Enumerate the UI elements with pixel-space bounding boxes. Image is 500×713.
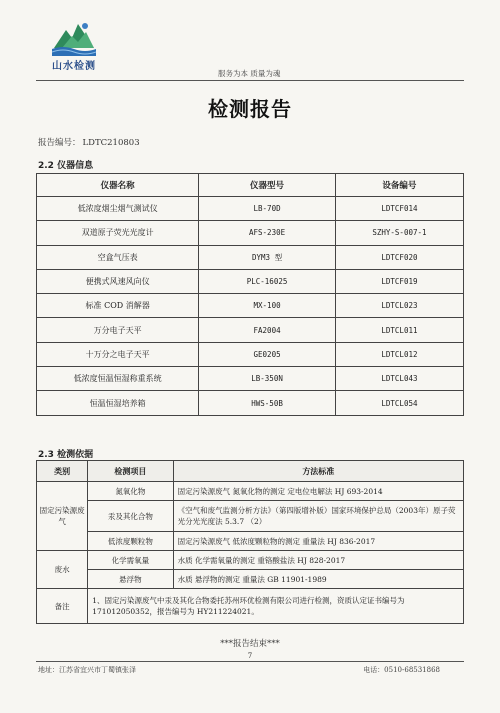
- table-row: [37, 551, 464, 570]
- test-item: 悬浮物: [88, 570, 173, 589]
- test-item: 低浓度颗粒物: [88, 532, 173, 551]
- instrument-name: 低浓度烟尘烟气测试仪: [37, 197, 199, 221]
- table-row: [37, 501, 464, 532]
- table-header-row: [37, 461, 464, 482]
- method-standard: 《空气和废气监测分析方法》（第四版增补版）国家环境保护总局（2003年）原子荧光分光光度法 5.3.7 （2）: [173, 501, 463, 532]
- instrument-model: GE0205: [199, 342, 336, 366]
- method-standard: 固定污染源废气 氮氧化物的测定 定电位电解法 HJ 693-2014: [173, 482, 463, 501]
- logo-text: 山水检测: [52, 61, 96, 72]
- table-row: [37, 482, 464, 501]
- table-row: [37, 318, 464, 342]
- test-item: 汞及其化合物: [88, 501, 173, 532]
- equipment-number: LDTCF014: [335, 197, 463, 221]
- instrument-model: LB-70D: [199, 197, 336, 221]
- table-row: [37, 221, 464, 245]
- instrument-name: 万分电子天平: [37, 318, 199, 342]
- instrument-name: 标准 COD 消解器: [37, 294, 199, 318]
- instrument-name: 恒温恒湿培养箱: [37, 391, 199, 415]
- table-row: [37, 570, 464, 589]
- table-row: [37, 269, 464, 293]
- report-number-value: LDTC210803: [82, 138, 140, 148]
- method-standard: 水质 化学需氧量的测定 重铬酸盐法 HJ 828-2017: [173, 551, 463, 570]
- report-number: [38, 136, 142, 148]
- table-row: [37, 245, 464, 269]
- page-number: 7: [247, 652, 253, 660]
- header-slogan: 服务为本 质量为魂: [218, 69, 281, 78]
- test-item: 氮氧化物: [88, 482, 173, 501]
- instrument-table: [36, 173, 464, 416]
- method-standard: 水质 悬浮物的测定 重量法 GB 11901-1989: [173, 570, 463, 589]
- equipment-number: SZHY-S-007-1: [335, 221, 463, 245]
- equipment-number: LDTCF020: [335, 245, 463, 269]
- instrument-model: MX-100: [199, 294, 336, 318]
- category-cell: 固定污染源废气: [37, 482, 88, 551]
- test-item: 化学需氧量: [88, 551, 173, 570]
- equipment-number: LDTCF019: [335, 269, 463, 293]
- note-text: 1、固定污染源废气中汞及其化合物委托苏州环优检测有限公司进行检测，资质认定证书编号为 171012050352，报告编号为 HY211224021。: [88, 589, 464, 624]
- column-header: 方法标准: [173, 461, 463, 482]
- column-header: 设备编号: [335, 174, 463, 197]
- instrument-model: HWS-50B: [199, 391, 336, 415]
- column-header: 仪器名称: [37, 174, 199, 197]
- instrument-name: 十万分之电子天平: [37, 342, 199, 366]
- instrument-model: FA2004: [199, 318, 336, 342]
- column-header: 检测项目: [88, 461, 173, 482]
- instrument-model: LB-350N: [199, 367, 336, 391]
- instrument-model: PLC-16025: [199, 269, 336, 293]
- equipment-number: LDTCL043: [335, 367, 463, 391]
- section-heading-methods: 2.3 检测依据: [38, 450, 94, 460]
- instrument-name: 便携式风速风向仪: [37, 269, 199, 293]
- report-number-label: 报告编号：: [38, 138, 81, 148]
- table-row: [37, 342, 464, 366]
- section-heading-instruments: 2.2 仪器信息: [38, 161, 94, 171]
- table-row: [37, 294, 464, 318]
- page-title: 检测报告: [208, 97, 292, 121]
- company-logo: [44, 18, 104, 72]
- table-header-row: [37, 174, 464, 197]
- equipment-number: LDTCL011: [335, 318, 463, 342]
- column-header: 仪器型号: [199, 174, 336, 197]
- method-table: [36, 460, 464, 624]
- method-standard: 固定污染源废气 低浓度颗粒物的测定 重量法 HJ 836-2017: [173, 532, 463, 551]
- instrument-name: 低浓度恒温恒湿称重系统: [37, 367, 199, 391]
- table-row: [37, 197, 464, 221]
- instrument-model: DYM3 型: [199, 245, 336, 269]
- mountain-water-logo-icon: [52, 18, 96, 56]
- equipment-number: LDTCL023: [335, 294, 463, 318]
- header-divider: [36, 80, 464, 81]
- instrument-name: 空盒气压表: [37, 245, 199, 269]
- footer-address: 地址：江苏省宜兴市丁蜀镇张泽: [38, 666, 136, 674]
- equipment-number: LDTCL012: [335, 342, 463, 366]
- report-end-marker: ***报告结束***: [220, 639, 280, 649]
- instrument-model: AFS-230E: [199, 221, 336, 245]
- category-cell: 废水: [37, 551, 88, 589]
- column-header: 类别: [37, 461, 88, 482]
- footer-phone: 电话：0510-68531868: [363, 666, 440, 674]
- note-label: 备注: [37, 589, 88, 624]
- footer-divider: [36, 661, 464, 662]
- table-row: [37, 589, 464, 624]
- table-row: [37, 367, 464, 391]
- table-row: [37, 532, 464, 551]
- instrument-name: 双道原子荧光光度计: [37, 221, 199, 245]
- table-row: [37, 391, 464, 415]
- equipment-number: LDTCL054: [335, 391, 463, 415]
